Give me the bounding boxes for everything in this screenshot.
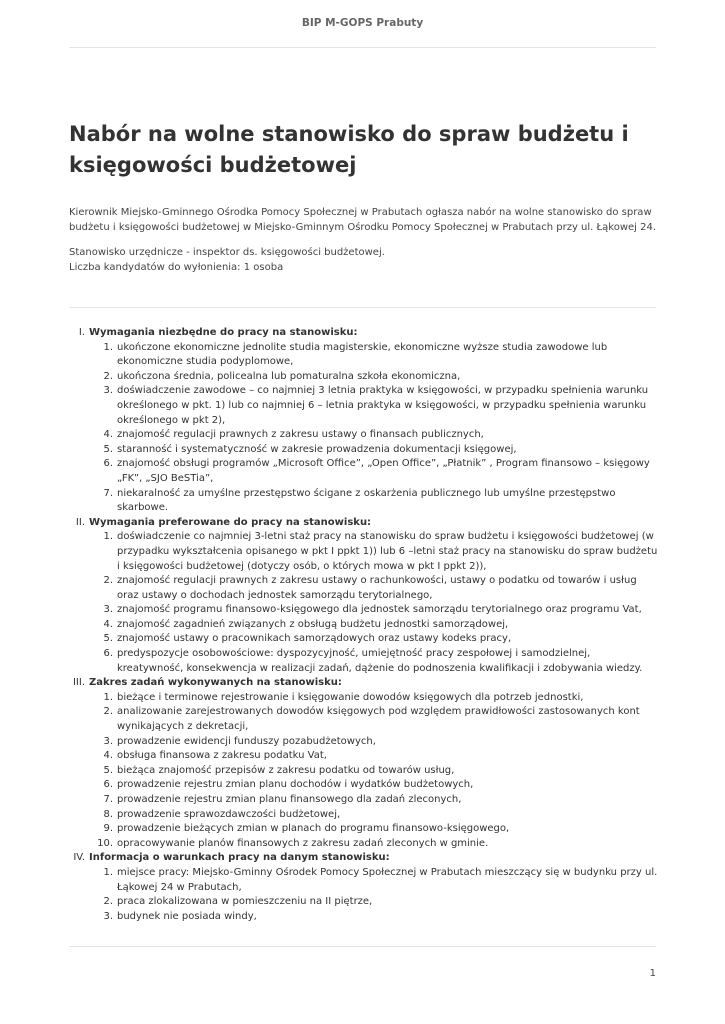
item-text: znajomość regulacji prawnych z zakresu ustawy o finansach publicznych, (117, 429, 484, 441)
section-number: II. (75, 516, 85, 528)
item-number: 1 . (89, 530, 113, 545)
item-text: praca zlokalizowana w pomieszczeniu na II piętrze, (117, 896, 373, 908)
item-text: doświadczenie zawodowe – co najmniej 3 letnia praktyka w księgowości, w przypadku spełnienia warunku określonego w pkt. 1) lub co najmniej 6 – letnia praktyka w księgowości, w przypadku spełnienia warunku określonego w pkt 2), (117, 385, 649, 426)
list-item (89, 764, 659, 779)
list-item (89, 822, 659, 837)
item-number: 5 . (89, 632, 113, 647)
item-text: staranność i systematyczność w zakresie prowadzenia dokumentacji księgowej, (117, 443, 517, 455)
site-title: BIP M-GOPS Prabuty (301, 17, 424, 29)
item-number: 3 . (89, 735, 113, 750)
item-text: analizowanie zarejestrowanych dowodów księgowych pod względem prawidłowości zastosowanych kont wynikających z dekretacji, (117, 706, 640, 733)
item-number: 1 . (89, 691, 113, 706)
item-text: miejsce pracy: Miejsko-Gminny Ośrodek Pomocy Społecznej w Prabutach mieszczący się w budynku przy ul. Łąkowej 24 w Prabutach, (117, 866, 658, 893)
item-number: 10 . (89, 837, 113, 852)
item-text: bieżące i terminowe rejestrowanie i księgowanie dowodów księgowych dla potrzeb jednostki, (117, 691, 584, 703)
item-text: obsługa finansowa z zakresu podatku Vat, (117, 750, 327, 762)
list-item (89, 341, 659, 370)
section-number: I. (78, 327, 85, 338)
list-item (89, 705, 659, 734)
item-text: znajomość zagadnień związanych z obsługą budżetu jednostki samorządowej, (117, 618, 509, 630)
section-title: Zakres zadań wykonywanych na stanowisku: (89, 677, 342, 689)
list-item (89, 895, 659, 910)
section-title: Informacja o warunkach pracy na danym stanowisku: (89, 852, 390, 864)
item-text: niekaralność za umyślne przestępstwo ścigane z oskarżenia publicznego lub umyślne przestępstwo skarbowe. (117, 487, 616, 514)
header-divider (69, 47, 656, 48)
item-number: 3 . (89, 910, 113, 925)
item-number: 4 . (89, 618, 113, 633)
requirements-content (69, 326, 659, 924)
list-item (89, 574, 659, 603)
item-number: 6 . (89, 457, 113, 472)
list-item (89, 603, 659, 618)
list-item (89, 384, 659, 428)
section-working-conditions (69, 851, 659, 924)
list-item (89, 647, 659, 676)
list-item (89, 457, 659, 486)
item-number: 7 . (89, 487, 113, 502)
page-number: 1 (649, 968, 656, 979)
item-text: prowadzenie rejestru zmian planu finansowego dla zadań zleconych, (117, 794, 462, 805)
item-text: znajomość regulacji prawnych z zakresu ustawy o rachunkowości, ustawy o podatku od towarów i usług oraz ustawy o dochodach jednostek samorządu terytorialnego, (117, 575, 637, 601)
item-text: bieżąca znajomość przepisów z zakresu podatku od towarów usług, (117, 764, 455, 776)
list-item (89, 735, 659, 750)
intro-block (69, 205, 659, 275)
list-item (89, 793, 659, 808)
item-number: 1 . (89, 341, 113, 356)
list-item (89, 910, 659, 925)
item-text: prowadzenie ewidencji funduszy pozabudżetowych, (117, 735, 376, 747)
list-item (89, 618, 659, 633)
list-item (89, 866, 659, 895)
item-number: 5 . (89, 443, 113, 458)
position-text: Stanowisko urzędnicze - inspektor ds. księgowości budżetowej. (69, 247, 385, 258)
announcement-text: Kierownik Miejsko-Gminnego Ośrodka Pomocy Społecznej w Prabutach ogłasza nabór na wolne stanowisko do spraw budżetu i księgowości budżetowej w Miejsko-Gminnym Ośrodku Pomocy Społecznej w Prabutach przy ul. Łąkowej 24. (69, 207, 657, 233)
item-text: ukończone ekonomiczne jednolite studia magisterskie, ekonomiczne wyższe studia zawodowe lub ekonomiczne studia podyplomowe, (117, 341, 608, 368)
item-number: 2 . (89, 574, 113, 589)
item-number: 4 . (89, 428, 113, 443)
item-number: 2 . (89, 705, 113, 720)
item-number: 7 . (89, 793, 113, 808)
item-text: znajomość obsługi programów „Microsoft Office”, „Open Office”, „Płatnik” , Program finansowo – księgowy „FK”, „SJO BeSTia”, (117, 458, 650, 484)
list-item (89, 632, 659, 647)
item-text: znajomość ustawy o pracownikach samorządowych oraz ustawy kodeks pracy, (117, 633, 512, 645)
list-item (89, 837, 659, 852)
section-title: Wymagania niezbędne do pracy na stanowisku: (89, 327, 358, 338)
item-number: 6 . (89, 647, 113, 662)
section-number: III. (72, 677, 85, 689)
item-number: 4 . (89, 749, 113, 764)
item-number: 9 . (89, 822, 113, 837)
item-text: budynek nie posiada windy, (117, 910, 257, 922)
item-text: doświadczenie co najmniej 3-letni staż pracy na stanowisku do spraw budżetu i księgowości budżetowej (w przypadku wykształcenia opisanego w pkt I ppkt 1)) lub 6 –letni staż pracy na stanowisku do spraw budżetu i księgowości budżetowej (dotyczy osób, o których mowa w pkt I ppkt 2)), (117, 531, 658, 572)
list-item (89, 370, 659, 385)
item-text: prowadzenie bieżących zmian w planach do programu finansowo-księgowego, (117, 823, 510, 835)
list-item (89, 443, 659, 458)
item-number: 2 . (89, 370, 113, 385)
item-text: predyspozycje osobowościowe: dyspozycyjność, umiejętność pracy zespołowej i samodzielnej, kreatywność, konsekwencja w realizacji zadań, dążenie do podnoszenia kwalifikacji i zdobywania wiedzy. (117, 648, 643, 674)
list-item (89, 530, 659, 574)
content-divider (69, 307, 656, 308)
page-title: Nabór na wolne stanowisko do spraw budżetu i księgowości budżetowej (69, 122, 629, 177)
item-number: 3 . (89, 603, 113, 618)
list-item (89, 808, 659, 823)
section-preferred-requirements (69, 516, 659, 677)
item-number: 1 . (89, 866, 113, 881)
section-duties (69, 676, 659, 851)
item-number: 2 . (89, 895, 113, 910)
list-item (89, 691, 659, 706)
section-title: Wymagania preferowane do pracy na stanowisku: (89, 516, 372, 528)
item-text: opracowywanie planów finansowych z zakresu zadań zleconych w gminie. (117, 837, 489, 849)
list-item (89, 778, 659, 793)
item-text: znajomość programu finansowo-księgowego dla jednostek samorządu terytorialnego oraz programu Vat, (117, 604, 642, 616)
section-number: IV. (73, 852, 85, 864)
item-number: 5 . (89, 764, 113, 779)
list-item (89, 487, 659, 516)
item-number: 8 . (89, 808, 113, 823)
item-text: prowadzenie rejestru zmian planu dochodów i wydatków budżetowych, (117, 779, 474, 791)
item-number: 3 . (89, 384, 113, 399)
footer-divider (69, 946, 656, 947)
section-essential-requirements (69, 326, 659, 516)
list-item (89, 428, 659, 443)
candidates-text: Liczba kandydatów do wyłonienia: 1 osoba (69, 262, 284, 273)
item-text: prowadzenie sprawozdawczości budżetowej, (117, 808, 341, 820)
item-text: ukończona średnia, policealna lub pomaturalna szkoła ekonomiczna, (117, 370, 461, 382)
item-number: 6 . (89, 778, 113, 793)
list-item (89, 749, 659, 764)
